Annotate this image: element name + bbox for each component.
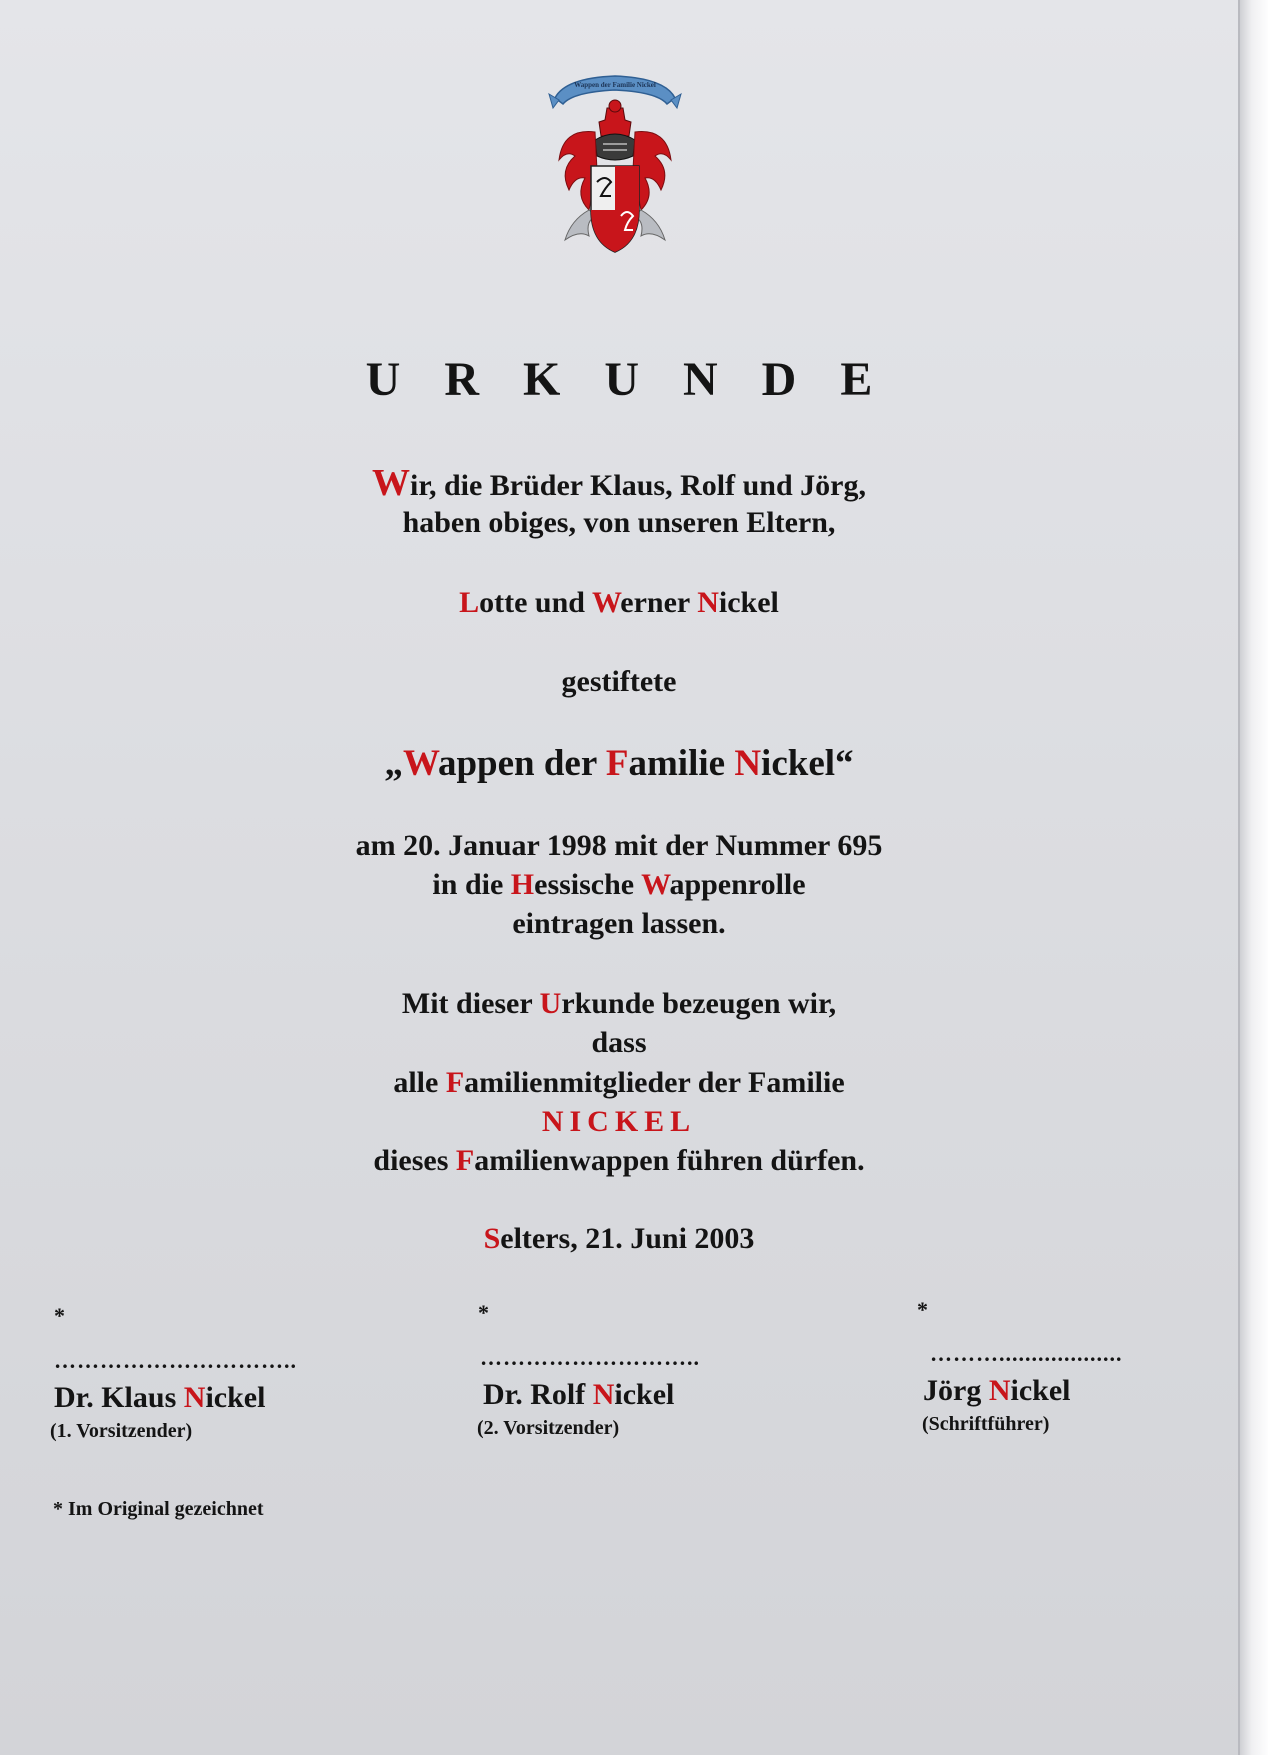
registration-line-3: eintragen lassen.: [512, 907, 726, 940]
registration-line-1: am 20. Januar 1998 mit der Nummer 695: [355, 829, 883, 862]
paper-edge: [1238, 0, 1268, 1755]
signature-3-name: Jörg Nickel: [923, 1374, 1071, 1407]
coat-of-arms-crest: [545, 70, 685, 260]
intro-line-2: haben obiges, von unseren Eltern,: [402, 506, 836, 539]
gestiftete-line: gestiftete: [561, 665, 677, 698]
testimony-line-5: dieses Familienwappen führen dürfen.: [373, 1144, 865, 1177]
footnote: * Im Original gezeichnet: [53, 1498, 264, 1520]
signature-1-line: …………………………..: [54, 1348, 297, 1373]
signature-3-role: (Schriftführer): [922, 1413, 1050, 1435]
registration-line-2: in die Hessische Wappenrolle: [432, 868, 806, 901]
intro-line-1: Wir, die Brüder Klaus, Rolf und Jörg,: [372, 462, 866, 504]
signature-2-role: (2. Vorsitzender): [477, 1417, 620, 1439]
testimony-line-1: Mit dieser Urkunde bezeugen wir,: [401, 987, 837, 1020]
testimony-line-3: alle Familienmitglieder der Familie: [393, 1066, 845, 1099]
place-date: Selters, 21. Juni 2003: [483, 1222, 755, 1255]
parents-line: Lotte und Werner Nickel: [459, 586, 779, 619]
certificate-title: U R K U N D E: [365, 353, 873, 406]
signature-1-star: *: [54, 1303, 65, 1328]
signature-2-name: Dr. Rolf Nickel: [483, 1378, 675, 1411]
signature-1-role: (1. Vorsitzender): [50, 1420, 193, 1442]
family-name-nickel: NICKEL: [541, 1105, 697, 1138]
coat-name-line: „Wappen der Familie Nickel“: [384, 743, 854, 784]
signature-3-line: ………...................: [930, 1341, 1123, 1366]
signature-1-name: Dr. Klaus Nickel: [54, 1381, 266, 1414]
testimony-line-2: dass: [591, 1026, 647, 1059]
crest-banner-text: Wappen der Familie Nickel: [574, 81, 656, 89]
signature-3-star: *: [917, 1297, 928, 1322]
signature-2-star: *: [478, 1300, 489, 1325]
signature-2-line: ………………………..: [480, 1345, 700, 1370]
